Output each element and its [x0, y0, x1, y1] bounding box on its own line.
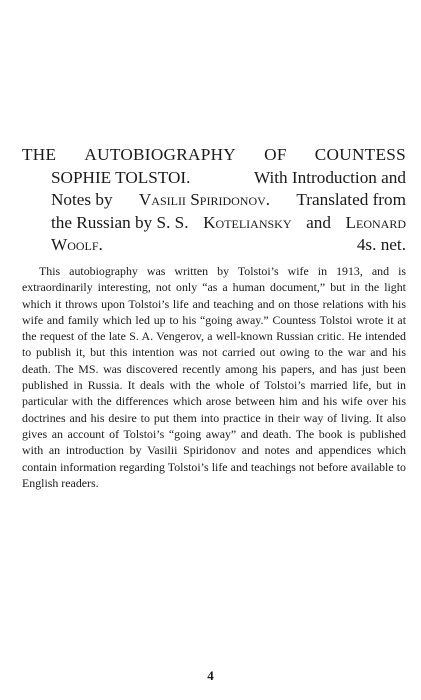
title-continuation — [22, 167, 406, 257]
title-subject: SOPHIE TOLSTOI. — [51, 167, 191, 187]
title-line-3 — [51, 189, 406, 212]
title-text: and — [306, 212, 331, 232]
book-description: This autobiography was written by Tolstoi’s wife in 1913, and is extraordinarily interesting, not only “as a human document,” but in the light which it throws upon Tolstoi’s life and teaching and on those relations with his wife and family which led up to his “going away.” Countess Tolstoi wrote it at the request of the late S. A. Vengerov, a well-known Russian critic. He intended to publish it, but this intention was not carried out owing to the war and his death. The MS. was discovered recently among his papers, and has just been published in Russia. It deals with the whole of Tolstoi’s married life, but in particular with the differences which arose between him and his wife over his doctrines and his desire to put them into practice in their way of living. It also gives an account of Tolstoi’s “going away” and death. The book is published with an introduction by Vasilii Spiridonov and notes and appendices which contain information regarding Tolstoi’s life and teachings not before available to English readers. — [22, 264, 406, 490]
translator-name: Woolf. — [51, 235, 103, 254]
title-text: the Russian by S. S. — [51, 212, 189, 232]
title-text: Translated from — [296, 190, 406, 209]
book-entry-title — [22, 144, 406, 257]
editor-name: Vasilii Spiridonov. — [138, 190, 271, 209]
title-line-4 — [51, 212, 406, 235]
title-word: OF — [264, 145, 287, 164]
title-word: AUTOBIOGRAPHY — [84, 145, 237, 164]
title-word: THE — [22, 145, 57, 164]
title-line-5 — [51, 234, 406, 257]
title-line-2 — [51, 167, 406, 190]
title-line-1 — [22, 144, 406, 167]
title-text: With Introduction and — [253, 167, 406, 187]
translator-name: Koteliansky — [203, 212, 292, 232]
page-number: 4 — [207, 668, 214, 683]
title-word: COUNTESS — [314, 145, 406, 164]
title-text: Notes by — [51, 190, 113, 209]
price: 4s. net. — [356, 235, 406, 254]
translator-name: Leonard — [345, 212, 406, 232]
